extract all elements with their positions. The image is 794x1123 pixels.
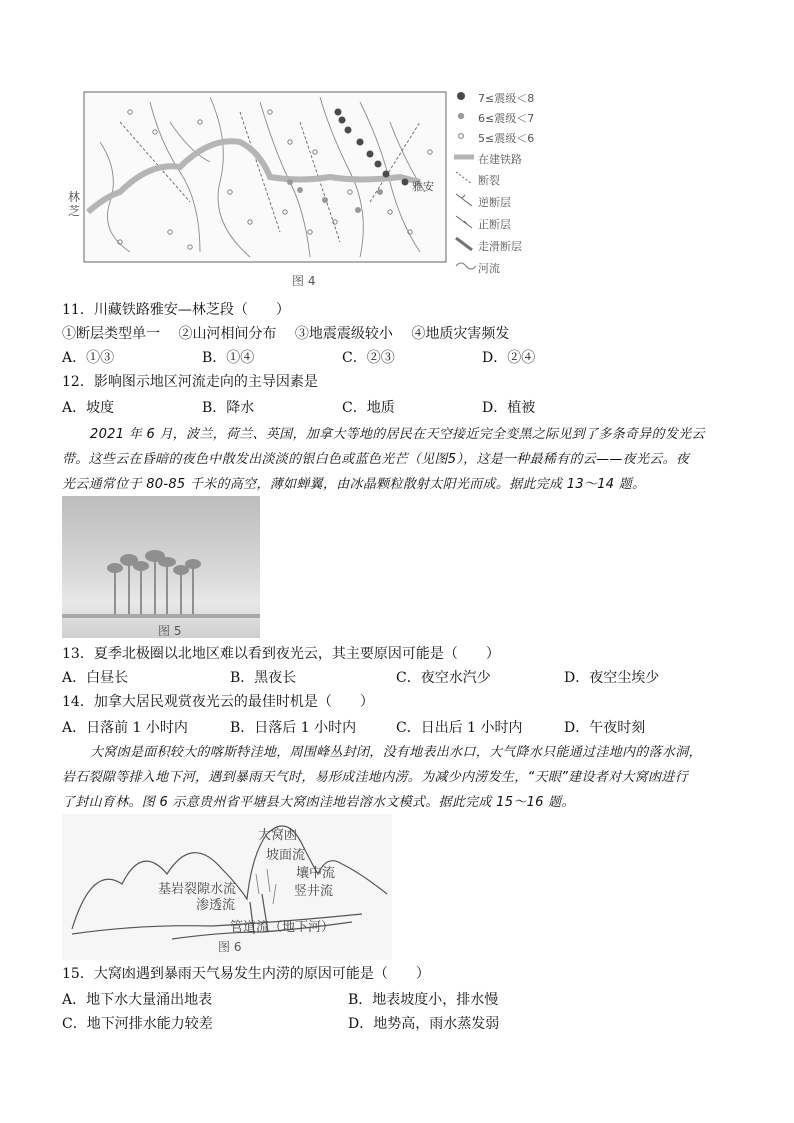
fig6-label-bedrock-fissure: 基岩裂隙水流: [158, 882, 237, 897]
question-13-option-a[interactable]: A．白昼长: [62, 670, 129, 686]
question-12-option-d[interactable]: D．植被: [482, 400, 536, 416]
passage-1-line-2: 带。这些云在昏暗的夜色中散发出淡淡的银白色或蓝色光芒（见图5），这是一种最稀有的云——夜光云。夜: [62, 452, 690, 467]
question-11-option-a[interactable]: A．①③: [62, 350, 115, 366]
question-11-statements: ①断层类型单一 ②山河相间分布 ③地震震级较小 ④地质灾害频发: [62, 326, 510, 342]
question-12-option-b[interactable]: B．降水: [202, 400, 255, 416]
figure-4-caption: 图 4: [292, 274, 316, 288]
question-13-option-c[interactable]: C．夜空水汽少: [396, 670, 491, 686]
question-13-option-b[interactable]: B．黑夜长: [230, 670, 297, 686]
map-label-yaan: 雅安: [412, 180, 434, 193]
passage-noctilucent-clouds: [62, 422, 738, 497]
question-15-option-c[interactable]: C．地下河排水能力较差: [62, 1016, 213, 1032]
question-11-option-c[interactable]: C．②③: [342, 350, 395, 366]
figure-4-legend: [440, 88, 560, 278]
question-11-stem: 11．川藏铁路雅安—林芝段（ ）: [62, 302, 290, 318]
fig6-label-conduit-flow: 管道流（地下河）: [230, 920, 335, 935]
question-11-option-d[interactable]: D．②④: [482, 350, 536, 366]
question-13-option-d[interactable]: D．夜空尘埃少: [564, 670, 660, 686]
legend-label-thrust: 逆断层: [478, 196, 511, 209]
fig6-label-shaft-flow: 竖井流: [294, 884, 334, 899]
legend-icons: [454, 88, 476, 278]
passage-2-line-2: 岩石裂隙等排入地下河，遇到暴雨天气时，易形成洼地内涝。为减少内涝发生，“天眼”建设者对大窝凼进行: [62, 770, 688, 785]
legend-label-railway: 在建铁路: [478, 153, 522, 166]
dot-small-ring-icon: [459, 134, 464, 139]
thrust-fault-icon: [456, 194, 472, 206]
question-14-option-a[interactable]: A．日落前 1 小时内: [62, 720, 188, 736]
map-drawing: [60, 82, 450, 292]
question-12-option-c[interactable]: C．地质: [342, 400, 395, 416]
question-13-stem: 13．夏季北极圈以北地区难以看到夜光云，其主要原因可能是（ ）: [62, 646, 500, 662]
question-14-option-d[interactable]: D．午夜时刻: [564, 720, 646, 736]
question-15-stem: 15．大窝凼遇到暴雨天气易发生内涝的原因可能是（ ）: [62, 966, 430, 982]
passage-2-line-3: 了封山育林。图 6 示意贵州省平塘县大窝凼洼地岩溶水文模式。据此完成 15～16 题。: [62, 795, 575, 810]
figure-6-karst-diagram: [62, 814, 392, 960]
question-14-option-c[interactable]: C．日出后 1 小时内: [396, 720, 523, 736]
passage-1-line-1: 2021 年 6 月，波兰，荷兰、英国，加拿大等地的居民在天空接近完全变黑之际见到了多条奇异的发光云: [90, 427, 705, 442]
fig6-label-slope-flow: 坡面流: [266, 848, 306, 863]
normal-fault-icon: [456, 216, 472, 228]
passage-dawodang-karst: [62, 740, 738, 815]
fig6-label-interflow: 壤中流: [296, 866, 336, 881]
legend-label-river: 河流: [478, 262, 500, 275]
question-15-option-d[interactable]: D．地势高，雨水蒸发弱: [348, 1016, 500, 1032]
question-12-stem: 12．影响图示地区河流走向的主导因素是: [62, 374, 318, 390]
passage-1-line-3: 光云通常位于 80-85 千米的高空，薄如蝉翼，由冰晶颗粒散射太阳光而成。据此完成 13～14 题。: [62, 477, 646, 492]
dot-medium-gray-icon: [458, 113, 464, 119]
legend-label-fault: 断裂: [478, 174, 500, 187]
river-icon: [456, 263, 476, 269]
legend-label-mag6: 6≤震级＜7: [478, 112, 535, 125]
figure-5-caption: 图 5: [158, 624, 182, 638]
figure-6-caption: 图 6: [218, 940, 242, 954]
map-label-linzhi: 林芝: [68, 190, 81, 218]
question-12-option-a[interactable]: A．坡度: [62, 400, 115, 416]
question-15-option-a[interactable]: A．地下水大量涌出地表: [62, 992, 213, 1008]
question-14-option-b[interactable]: B．日落后 1 小时内: [230, 720, 357, 736]
fig6-label-seepage: 渗透流: [196, 898, 236, 913]
noctilucent-cloud-photo: [62, 496, 260, 638]
figure-4-map: [60, 82, 450, 292]
strike-slip-fault-icon: [456, 238, 472, 250]
legend-label-mag7: 7≤震级＜8: [478, 92, 535, 105]
legend-label-normal: 正断层: [478, 218, 511, 231]
question-14-stem: 14．加拿大居民观赏夜光云的最佳时机是（ ）: [62, 694, 374, 710]
figure-5-photo: [62, 496, 260, 638]
question-15-option-b[interactable]: B．地表坡度小，排水慢: [348, 992, 499, 1008]
fault-icon: [456, 172, 472, 184]
dot-large-dark-icon: [457, 92, 465, 100]
legend-label-strike-slip: 走滑断层: [478, 240, 522, 253]
fig6-label-dawodang: 大窝凼: [258, 828, 298, 843]
legend-label-mag5: 5≤震级＜6: [478, 132, 535, 145]
passage-2-line-1: 大窝凼是面积较大的喀斯特洼地，周围峰丛封闭，没有地表出水口，大气降水只能通过洼地内的落水洞，: [90, 745, 702, 760]
question-11-option-b[interactable]: B．①④: [202, 350, 255, 366]
